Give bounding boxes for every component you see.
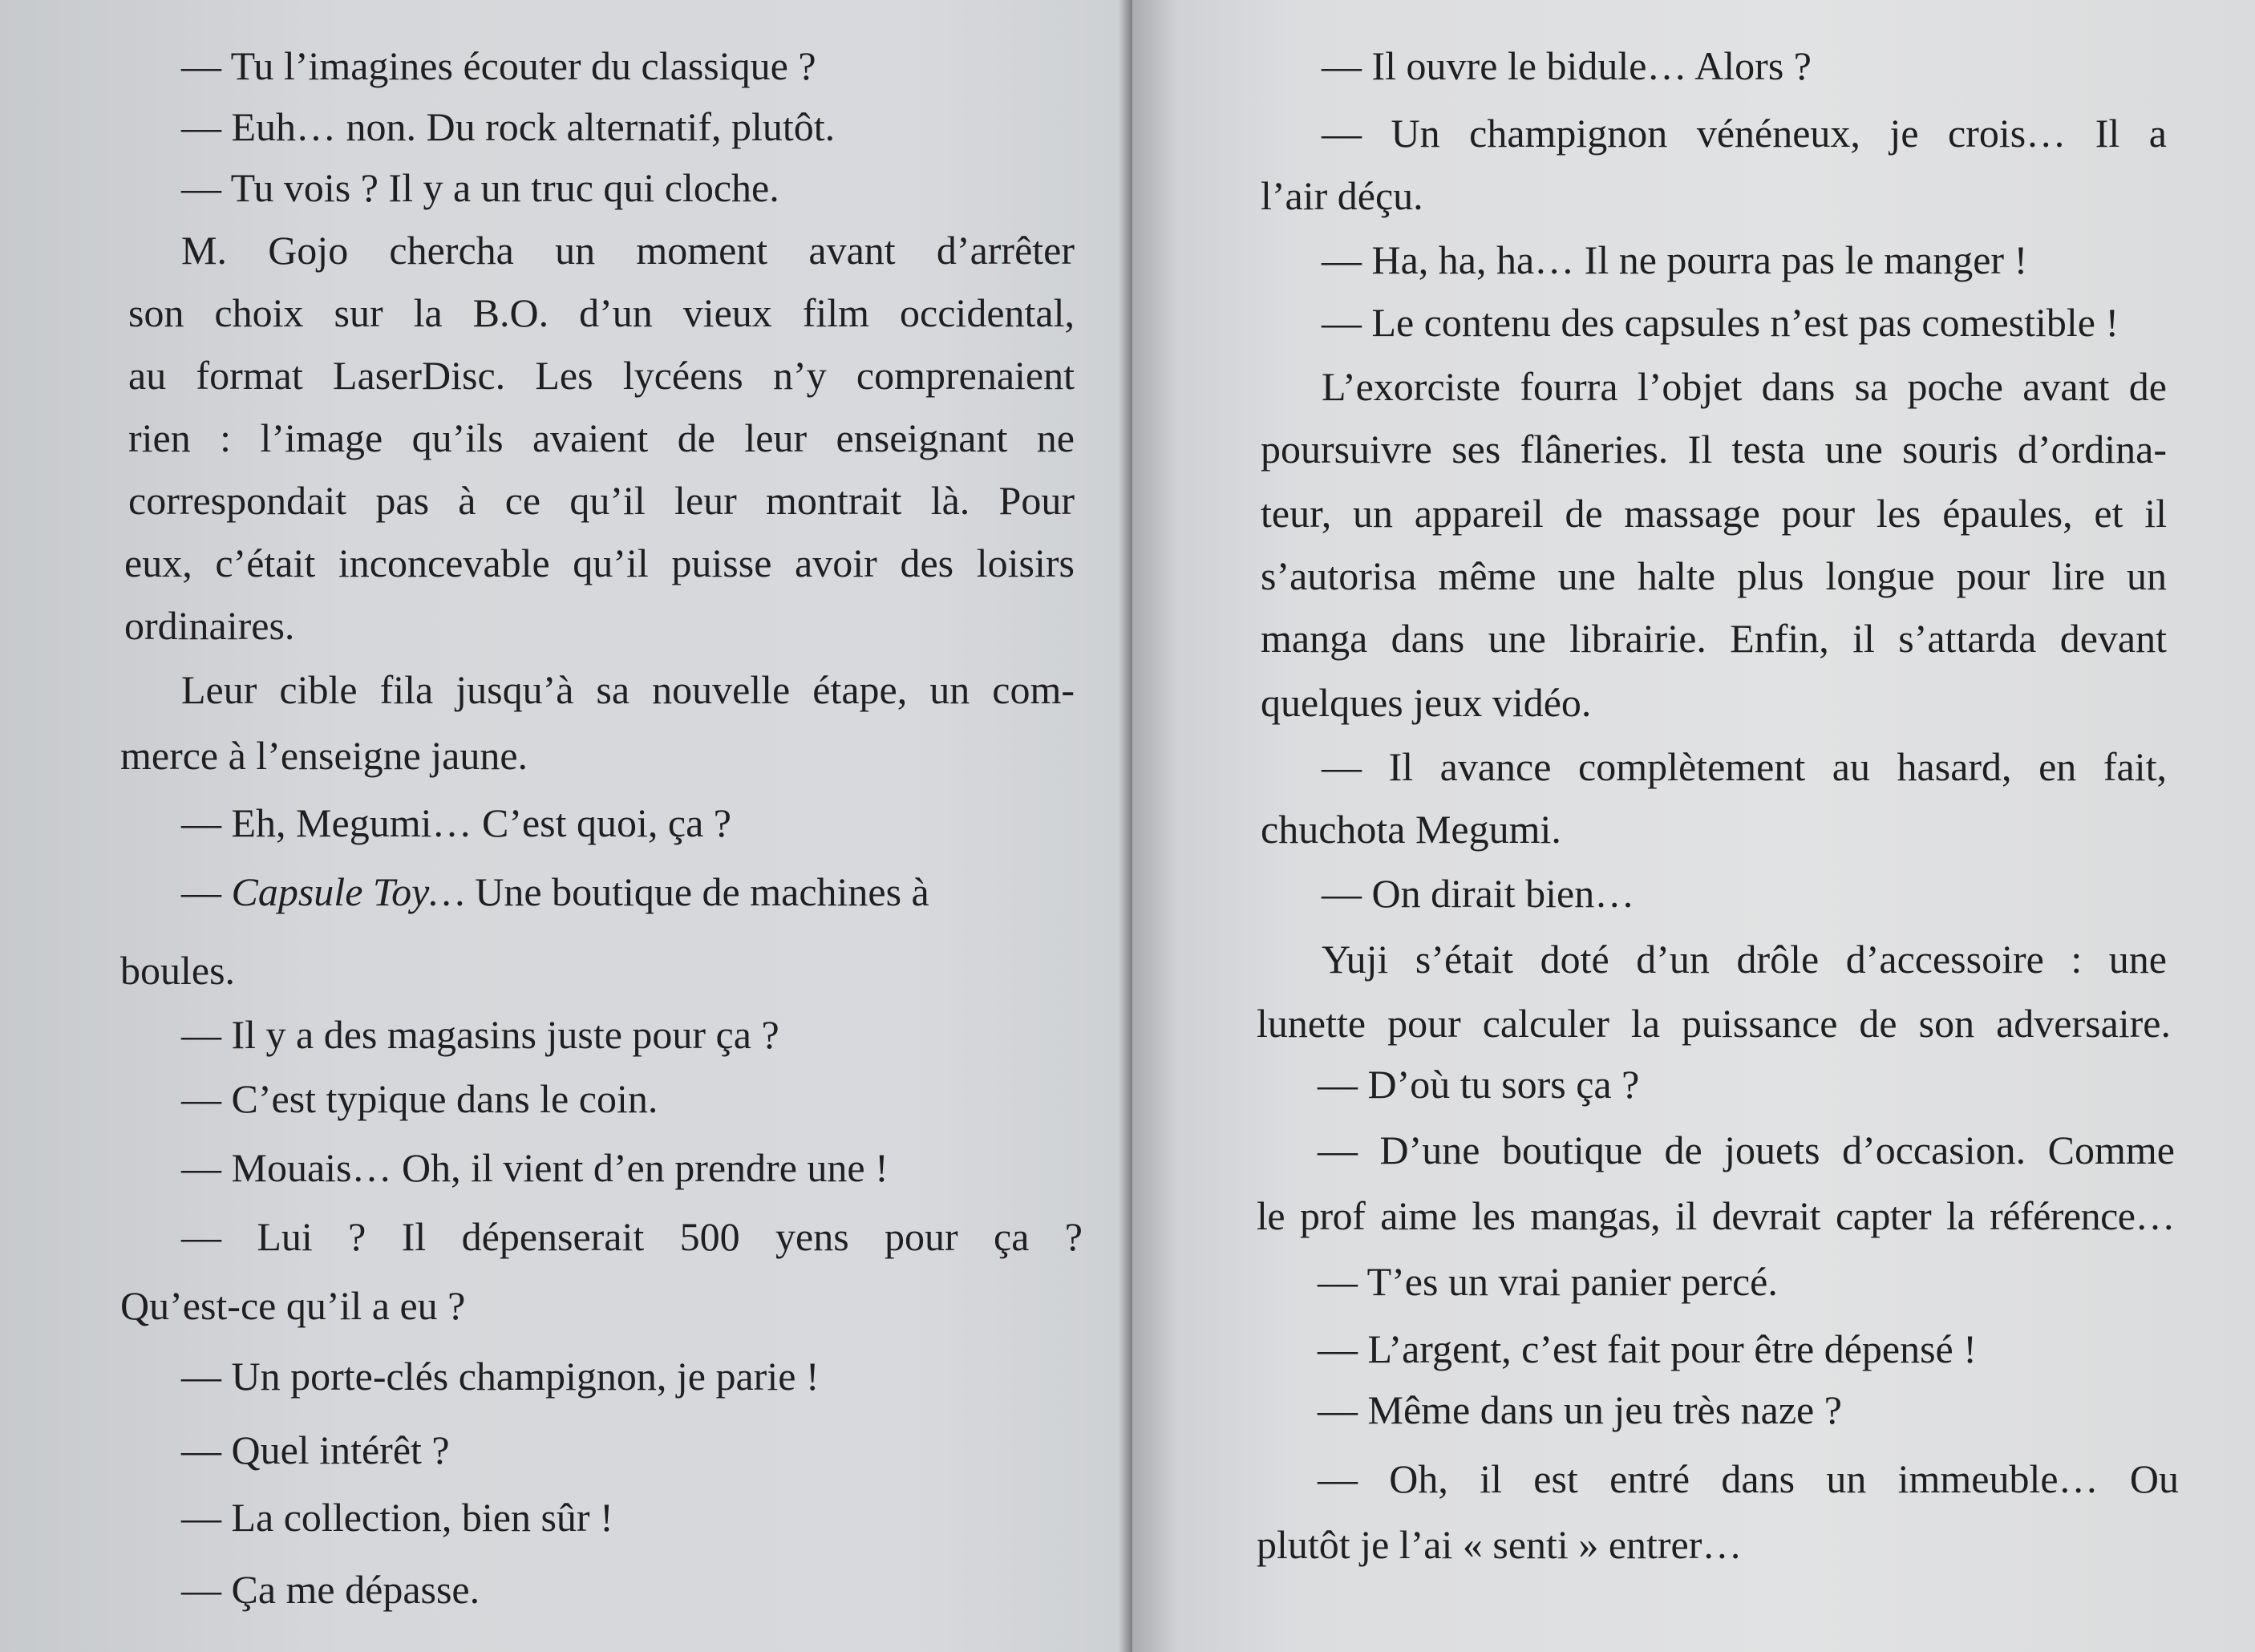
text-line: teur, un appareil de massage pour les épaules, et il <box>1261 491 2167 536</box>
text-line: — T’es un vrai panier percé. <box>1318 1259 1778 1304</box>
text-line: — Eh, Megumi… C’est quoi, ça ? <box>181 800 731 845</box>
text-line: Qu’est-ce qu’il a eu ? <box>120 1283 466 1328</box>
text-line: — Même dans un jeu très naze ? <box>1318 1387 1842 1432</box>
text-line: — Un champignon vénéneux, je crois… Il a <box>1322 111 2167 156</box>
text-fragment: Une boutique de machines à <box>464 869 929 914</box>
text-line: — L’argent, c’est fait pour être dépensé ! <box>1318 1326 1977 1371</box>
text-line: — Oh, il est entré dans un immeuble… Ou <box>1318 1456 2179 1501</box>
text-line: merce à l’enseigne jaune. <box>120 733 528 778</box>
text-line: — Tu vois ? Il y a un truc qui cloche. <box>181 165 779 210</box>
right-page <box>1132 0 2255 1652</box>
text-line: — Euh… non. Du rock alternatif, plutôt. <box>181 104 836 149</box>
italic-title: Capsule Toy… <box>231 869 465 914</box>
text-line: — Mouais… Oh, il vient d’en prendre une ! <box>181 1145 889 1190</box>
text-line: au format LaserDisc. Les lycéens n’y comprenaient <box>128 353 1075 398</box>
text-line: — La collection, bien sûr ! <box>181 1495 613 1540</box>
text-line: Yuji s’était doté d’un drôle d’accessoire : une <box>1322 937 2167 982</box>
text-line: — Un porte-clés champignon, je parie ! <box>181 1354 820 1399</box>
text-line: — Quel intérêt ? <box>181 1427 450 1472</box>
text-line: boules. <box>120 948 236 993</box>
text-line: poursuivre ses flâneries. Il testa une souris d’ordina- <box>1261 427 2167 472</box>
text-line: correspondait pas à ce qu’il leur montrait là. Pour <box>128 478 1075 523</box>
text-line: eux, c’était inconcevable qu’il puisse avoir des loisirs <box>124 541 1075 585</box>
text-line: — Tu l’imagines écouter du classique ? <box>181 43 816 88</box>
text-line: — Il ouvre le bidule… Alors ? <box>1322 43 1812 88</box>
text-line: — Ça me dépasse. <box>181 1567 480 1612</box>
text-line: — On dirait bien… <box>1322 871 1635 916</box>
text-line: le prof aime les mangas, il devrait capter la référence… <box>1257 1193 2175 1238</box>
text-line: — Lui ? Il dépenserait 500 yens pour ça ? <box>181 1214 1083 1259</box>
text-line: — Il y a des magasins juste pour ça ? <box>181 1012 779 1057</box>
text-line: — D’où tu sors ça ? <box>1318 1062 1640 1107</box>
text-line: — D’une boutique de jouets d’occasion. Comme <box>1318 1128 2175 1172</box>
text-line: quelques jeux vidéo. <box>1261 680 1592 725</box>
text-line: s’autorisa même une halte plus longue pour lire un <box>1261 553 2167 598</box>
text-line: son choix sur la B.O. d’un vieux film occidental, <box>128 290 1075 335</box>
text-line: — Capsule Toy… Une boutique de machines à <box>181 869 929 914</box>
text-line: Leur cible fila jusqu’à sa nouvelle étape, un com- <box>181 667 1075 712</box>
text-line: — Ha, ha, ha… Il ne pourra pas le manger ! <box>1322 237 2028 282</box>
text-line: rien : l’image qu’ils avaient de leur enseignant ne <box>128 415 1075 460</box>
text-line: M. Gojo chercha un moment avant d’arrêter <box>181 228 1075 273</box>
text-line: lunette pour calculer la puissance de son adversaire. <box>1257 1001 2171 1046</box>
text-line: chuchota Megumi. <box>1261 807 1561 852</box>
text-line: plutôt je l’ai « senti » entrer… <box>1257 1522 1743 1567</box>
text-line: — Il avance complètement au hasard, en fait, <box>1322 744 2167 789</box>
text-line: l’air déçu. <box>1261 173 1423 218</box>
text-line: L’exorciste fourra l’objet dans sa poche avant de <box>1322 364 2167 409</box>
text-line: — C’est typique dans le coin. <box>181 1076 658 1121</box>
text-line: ordinaires. <box>124 603 295 648</box>
text-line: — Le contenu des capsules n’est pas comestible ! <box>1322 300 2119 345</box>
text-line: manga dans une librairie. Enfin, il s’attarda devant <box>1261 616 2167 661</box>
